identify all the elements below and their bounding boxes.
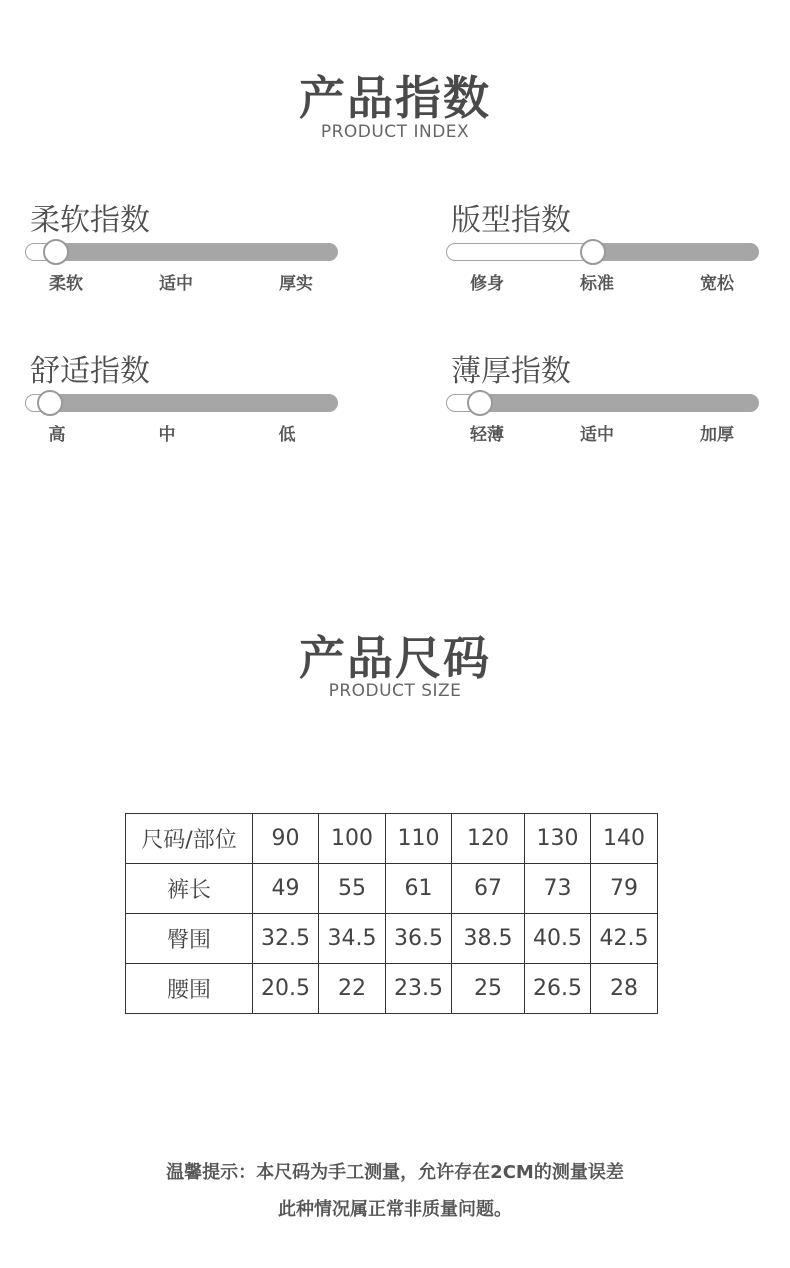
fit-track-empty — [446, 243, 593, 261]
header-cell: 140 — [591, 814, 658, 864]
comfort-label-low: 高 — [48, 425, 66, 445]
softness-label-mid: 适中 — [159, 274, 193, 294]
table-cell: 55 — [319, 864, 386, 914]
comfort-label-high: 低 — [278, 425, 296, 445]
index-section-subtitle: PRODUCT INDEX — [320, 122, 470, 142]
table-cell: 79 — [591, 864, 658, 914]
row-label: 臀围 — [126, 914, 253, 964]
softness-label-low: 柔软 — [49, 274, 83, 294]
table-cell: 40.5 — [525, 914, 591, 964]
table-cell: 26.5 — [525, 964, 591, 1014]
table-cell: 20.5 — [253, 964, 319, 1014]
fit-label-high: 宽松 — [700, 274, 734, 294]
softness-label-high: 厚实 — [279, 274, 313, 294]
softness-knob[interactable] — [43, 239, 69, 265]
note-line-2: 此种情况属正常非质量问题。 — [278, 1199, 512, 1220]
table-cell: 22 — [319, 964, 386, 1014]
table-row — [126, 964, 658, 1014]
thickness-label-mid: 适中 — [580, 425, 614, 445]
softness-track — [25, 243, 338, 261]
header-cell: 120 — [452, 814, 525, 864]
comfort-index-title: 舒适指数 — [30, 354, 150, 389]
table-cell: 28 — [591, 964, 658, 1014]
thickness-index-title: 薄厚指数 — [451, 354, 571, 389]
header-cell: 100 — [319, 814, 386, 864]
table-cell: 23.5 — [386, 964, 452, 1014]
comfort-index — [25, 346, 345, 446]
table-cell: 38.5 — [452, 914, 525, 964]
note-line-1: 温馨提示：本尺码为手工测量，允许存在2CM的测量误差 — [166, 1162, 624, 1183]
table-cell: 36.5 — [386, 914, 452, 964]
thickness-label-high: 加厚 — [700, 425, 734, 445]
table-cell: 42.5 — [591, 914, 658, 964]
fit-index — [446, 195, 766, 295]
size-table-header-row — [126, 814, 658, 864]
fit-knob[interactable] — [580, 239, 606, 265]
fit-index-title: 版型指数 — [451, 203, 571, 238]
softness-index — [25, 195, 345, 295]
row-label: 裤长 — [126, 864, 253, 914]
fit-label-mid: 标准 — [580, 274, 614, 294]
thickness-knob[interactable] — [467, 390, 493, 416]
size-table — [125, 813, 658, 1014]
table-row — [126, 914, 658, 964]
table-cell: 49 — [253, 864, 319, 914]
table-cell: 25 — [452, 964, 525, 1014]
fit-label-low: 修身 — [470, 274, 504, 294]
row-label: 腰围 — [126, 964, 253, 1014]
softness-index-title: 柔软指数 — [30, 203, 150, 238]
header-cell: 130 — [525, 814, 591, 864]
comfort-track — [25, 394, 338, 412]
header-cell: 尺码/部位 — [126, 814, 253, 864]
table-cell: 32.5 — [253, 914, 319, 964]
thickness-label-low: 轻薄 — [470, 425, 504, 445]
header-cell: 110 — [386, 814, 452, 864]
size-section-title: 产品尺码 — [299, 631, 491, 685]
index-section-title: 产品指数 — [299, 71, 491, 125]
table-row — [126, 864, 658, 914]
header-cell: 90 — [253, 814, 319, 864]
thickness-index — [446, 346, 766, 446]
table-cell: 73 — [525, 864, 591, 914]
table-cell: 34.5 — [319, 914, 386, 964]
size-section-subtitle: PRODUCT SIZE — [328, 681, 462, 701]
comfort-knob[interactable] — [37, 390, 63, 416]
comfort-label-mid: 中 — [158, 425, 176, 445]
table-cell: 67 — [452, 864, 525, 914]
table-cell: 61 — [386, 864, 452, 914]
